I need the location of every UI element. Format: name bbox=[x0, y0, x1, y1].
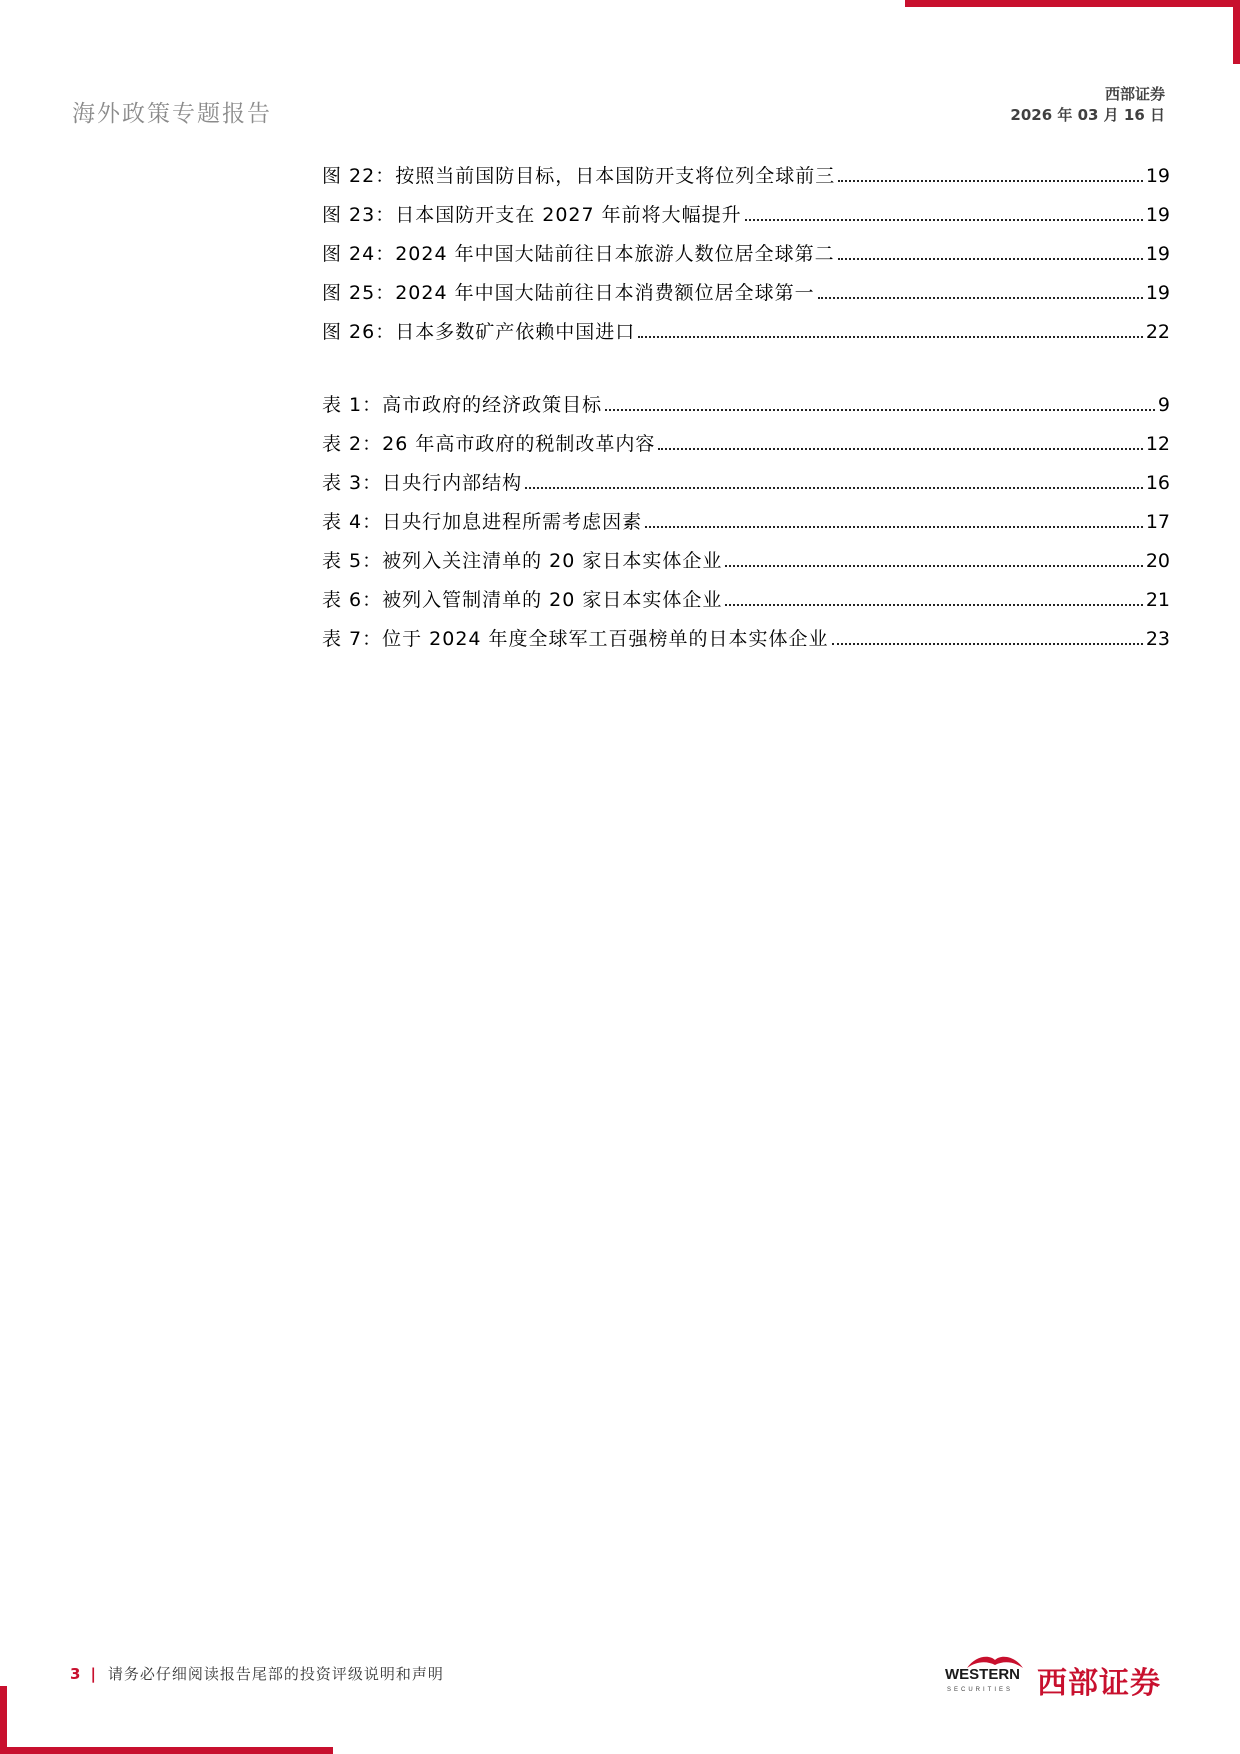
toc-leader-dots bbox=[725, 565, 1142, 567]
toc-entry-label: 图 23：日本国防开支在 2027 年前将大幅提升 bbox=[322, 204, 742, 226]
toc-entry-page: 19 bbox=[1145, 204, 1170, 226]
toc-entry[interactable] bbox=[322, 304, 1170, 343]
report-type: 海外政策专题报告 bbox=[72, 101, 272, 127]
toc-entry[interactable] bbox=[322, 611, 1170, 650]
logo-english-subtitle: SECURITIES bbox=[947, 1687, 1014, 1693]
toc-leader-dots bbox=[658, 448, 1142, 450]
toc-entry-page: 9 bbox=[1157, 394, 1170, 416]
table-of-contents bbox=[322, 148, 1170, 650]
toc-leader-dots bbox=[525, 487, 1143, 489]
toc-leader-dots bbox=[832, 643, 1143, 645]
toc-entry[interactable] bbox=[322, 416, 1170, 455]
corner-decoration-top bbox=[905, 0, 1240, 7]
toc-entry-page: 19 bbox=[1145, 282, 1170, 304]
table-list bbox=[322, 377, 1170, 650]
toc-entry-label: 表 2：26 年高市政府的税制改革内容 bbox=[322, 433, 656, 455]
toc-entry[interactable] bbox=[322, 572, 1170, 611]
figure-list bbox=[322, 148, 1170, 343]
toc-entry-page: 21 bbox=[1145, 589, 1170, 611]
toc-entry-label: 表 1：高市政府的经济政策目标 bbox=[322, 394, 603, 416]
toc-entry[interactable] bbox=[322, 377, 1170, 416]
toc-entry[interactable] bbox=[322, 187, 1170, 226]
toc-leader-dots bbox=[605, 409, 1155, 411]
page-footer bbox=[70, 1663, 444, 1684]
header-right bbox=[1010, 84, 1165, 126]
toc-leader-dots bbox=[838, 258, 1143, 260]
toc-leader-dots bbox=[725, 604, 1142, 606]
corner-decoration-bottom bbox=[0, 1747, 333, 1754]
toc-entry-page: 16 bbox=[1145, 472, 1170, 494]
toc-entry-page: 19 bbox=[1145, 165, 1170, 187]
toc-leader-dots bbox=[745, 219, 1143, 221]
toc-leader-dots bbox=[838, 180, 1143, 182]
toc-entry-label: 表 7：位于 2024 年度全球军工百强榜单的日本实体企业 bbox=[322, 628, 829, 650]
toc-entry[interactable] bbox=[322, 226, 1170, 265]
logo-chinese-name: 西部证券 bbox=[1037, 1666, 1161, 1701]
corner-decoration-bottom-vertical bbox=[0, 1686, 7, 1754]
company-logo bbox=[945, 1652, 1175, 1702]
toc-entry-page: 19 bbox=[1145, 243, 1170, 265]
toc-entry-label: 图 24：2024 年中国大陆前往日本旅游人数位居全球第二 bbox=[322, 243, 835, 265]
toc-entry-page: 17 bbox=[1145, 511, 1170, 533]
toc-entry-page: 22 bbox=[1145, 321, 1170, 343]
toc-leader-dots bbox=[645, 526, 1143, 528]
brand-name: 西部证券 bbox=[1104, 85, 1165, 103]
toc-entry-page: 23 bbox=[1145, 628, 1170, 650]
toc-entry-label: 表 5：被列入关注清单的 20 家日本实体企业 bbox=[322, 550, 723, 572]
page-number: 3 bbox=[70, 1664, 81, 1683]
toc-entry-label: 图 26：日本多数矿产依赖中国进口 bbox=[322, 321, 636, 343]
toc-entry[interactable] bbox=[322, 265, 1170, 304]
toc-leader-dots bbox=[818, 297, 1143, 299]
toc-entry-label: 图 22：按照当前国防目标，日本国防开支将位列全球前三 bbox=[322, 165, 836, 187]
toc-entry[interactable] bbox=[322, 494, 1170, 533]
toc-entry[interactable] bbox=[322, 533, 1170, 572]
toc-entry-page: 12 bbox=[1145, 433, 1170, 455]
footer-separator: | bbox=[90, 1664, 96, 1683]
toc-entry-label: 图 25：2024 年中国大陆前往日本消费额位居全球第一 bbox=[322, 282, 815, 304]
corner-decoration-top-vertical bbox=[1233, 0, 1240, 64]
toc-entry[interactable] bbox=[322, 148, 1170, 187]
toc-entry-page: 20 bbox=[1145, 550, 1170, 572]
toc-entry-label: 表 6：被列入管制清单的 20 家日本实体企业 bbox=[322, 589, 723, 611]
logo-english-name: WESTERN bbox=[945, 1666, 1020, 1683]
report-date: 2026 年 03 月 16 日 bbox=[1010, 106, 1165, 124]
disclaimer-note: 请务必仔细阅读报告尾部的投资评级说明和声明 bbox=[107, 1665, 444, 1683]
toc-leader-dots bbox=[638, 336, 1143, 338]
toc-entry-label: 表 3：日央行内部结构 bbox=[322, 472, 523, 494]
toc-entry-label: 表 4：日央行加息进程所需考虑因素 bbox=[322, 511, 643, 533]
toc-entry[interactable] bbox=[322, 455, 1170, 494]
